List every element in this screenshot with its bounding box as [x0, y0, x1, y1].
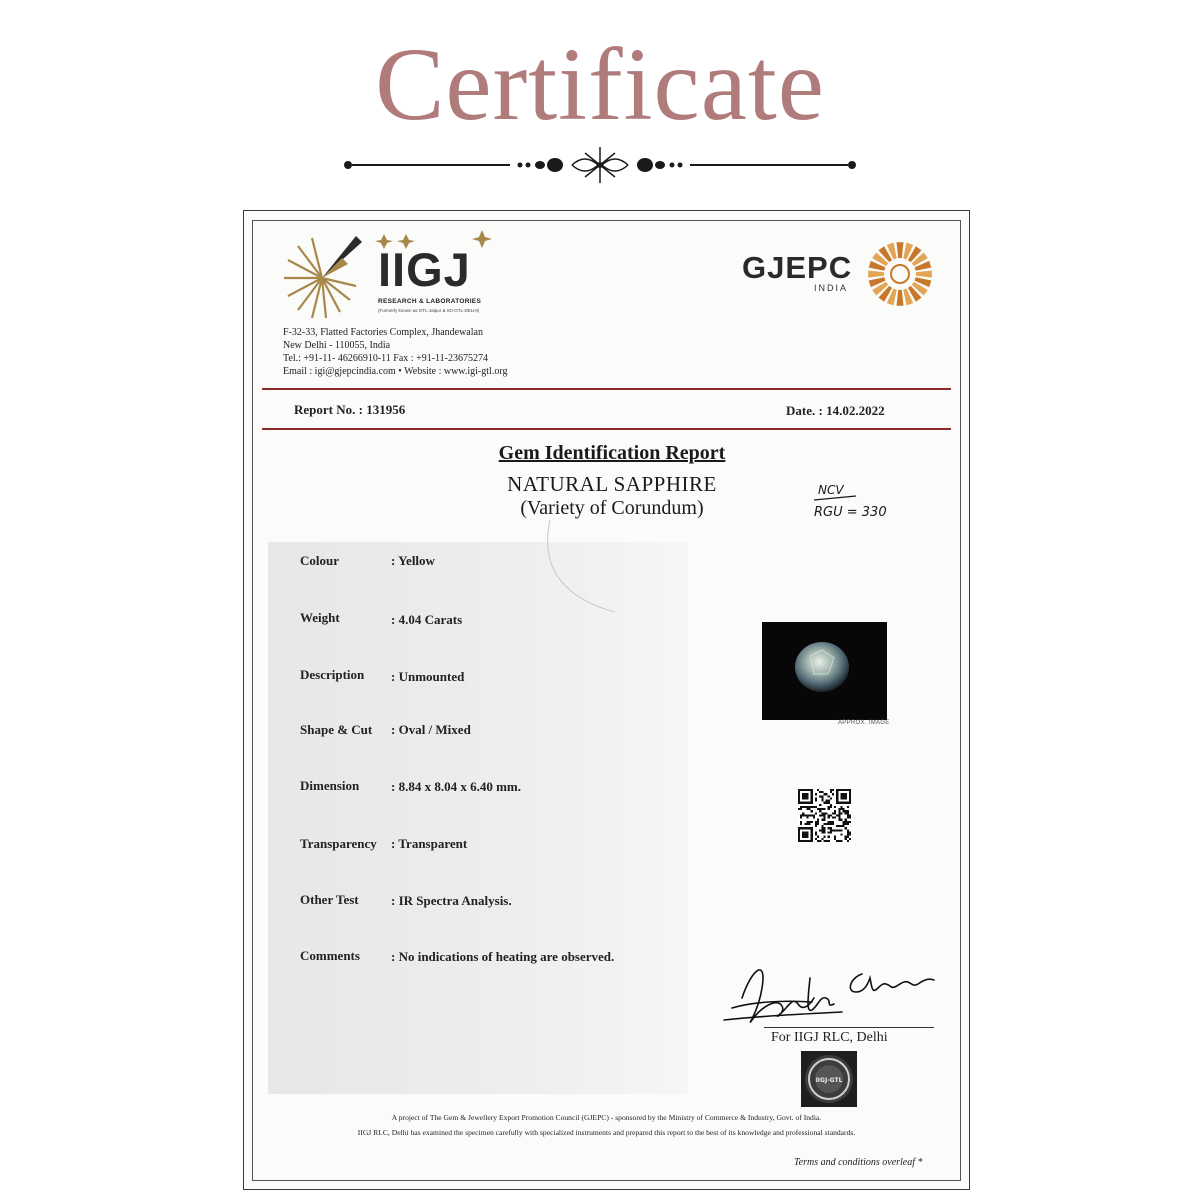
qr-cell [806, 806, 808, 808]
qr-cell [838, 812, 840, 814]
header-divider-bottom [262, 428, 951, 430]
qr-cell [806, 808, 808, 810]
qr-cell [834, 812, 836, 814]
seal-text: IIGJ-GTL [815, 1077, 843, 1084]
qr-cell [815, 831, 817, 833]
qr-cell [840, 819, 842, 821]
qr-cell [811, 810, 813, 812]
qr-cell [823, 819, 825, 821]
qr-cell [826, 793, 828, 795]
iigj-logo-note: (Formerly known as GTL-Jaipur & IGI-GTL-DELHI) [378, 308, 480, 313]
qr-cell [828, 836, 830, 838]
gem-photo [762, 622, 887, 720]
address-line: Email : igi@gjepcindia.com • Website : www.igi-gtl.org [283, 366, 508, 377]
qr-cell [840, 825, 842, 827]
gjepc-ring-segment [896, 242, 903, 258]
qr-cell [845, 838, 847, 840]
qr-cell [815, 793, 817, 795]
gjepc-logo-text: GJEPC [742, 250, 853, 285]
qr-cell [823, 814, 825, 816]
handwritten-note [810, 478, 920, 524]
ornamental-divider [340, 143, 860, 187]
qr-cell [826, 823, 828, 825]
qr-cell [832, 789, 834, 791]
qr-cell [821, 819, 823, 821]
qr-cell [845, 827, 847, 829]
qr-cell [800, 823, 802, 825]
qr-cell [830, 831, 832, 833]
qr-cell [849, 814, 851, 816]
qr-cell [838, 817, 840, 819]
detail-label: Colour [300, 553, 339, 568]
qr-cell [847, 814, 849, 816]
iigj-logo-subtitle: RESEARCH & LABORATORIES [378, 298, 482, 305]
qr-cell [826, 800, 828, 802]
qr-cell [817, 840, 819, 842]
qr-cell [845, 836, 847, 838]
qr-cell [847, 834, 849, 836]
qr-cell [821, 814, 823, 816]
qr-cell [843, 808, 845, 810]
qr-cell [809, 821, 811, 823]
detail-label: Other Test [300, 892, 359, 907]
qr-cell [840, 834, 842, 836]
qr-cell [800, 806, 802, 808]
qr-cell [838, 825, 840, 827]
qr-cell [823, 793, 825, 795]
qr-cell [815, 838, 817, 840]
qr-cell [849, 834, 851, 836]
qr-cell [843, 823, 845, 825]
qr-cell [811, 814, 813, 816]
qr-cell [815, 797, 817, 799]
qr-cell [823, 829, 825, 831]
detail-label: Weight [300, 610, 340, 625]
qr-cell [821, 812, 823, 814]
certificate-banner-title: Certificate [375, 27, 825, 142]
qr-cell [830, 829, 832, 831]
qr-cell [821, 838, 823, 840]
report-number: Report No. : 131956 [294, 402, 406, 417]
qr-cell [830, 821, 832, 823]
detail-value: : 4.04 Carats [391, 612, 463, 627]
qr-cell [832, 829, 834, 831]
qr-cell [821, 827, 823, 829]
qr-cell [847, 821, 849, 823]
qr-cell [847, 806, 849, 808]
qr-cell [828, 823, 830, 825]
qr-cell [832, 821, 834, 823]
qr-cell [836, 840, 838, 842]
qr-cell [830, 823, 832, 825]
qr-cell [823, 840, 825, 842]
qr-cell [800, 814, 802, 816]
qr-cell [823, 836, 825, 838]
qr-cell [828, 808, 830, 810]
qr-cell [819, 814, 821, 816]
qr-cell [838, 810, 840, 812]
gem-stone-icon [762, 622, 887, 720]
qr-cell [845, 821, 847, 823]
qr-cell [828, 800, 830, 802]
qr-cell [834, 829, 836, 831]
qr-cell [836, 825, 838, 827]
qr-cell [809, 808, 811, 810]
qr-cell [838, 808, 840, 810]
qr-cell [821, 791, 823, 793]
qr-cell [826, 840, 828, 842]
qr-cell [849, 831, 851, 833]
qr-cell [806, 821, 808, 823]
detail-label: Description [300, 667, 365, 682]
qr-cell [834, 806, 836, 808]
detail-label: Comments [300, 948, 360, 963]
qr-cell [840, 808, 842, 810]
lab-address [283, 326, 507, 378]
qr-cell [830, 789, 832, 791]
qr-cell [826, 812, 828, 814]
qr-cell [823, 817, 825, 819]
qr-cell [828, 831, 830, 833]
qr-cell [811, 821, 813, 823]
qr-cell [809, 823, 811, 825]
hologram-seal-icon [801, 1051, 857, 1107]
header-divider-top [262, 388, 951, 390]
qr-cell [843, 810, 845, 812]
qr-cell [819, 804, 821, 806]
qr-cell [845, 812, 847, 814]
qr-cell [830, 827, 832, 829]
qr-cell [821, 829, 823, 831]
detail-value: : IR Spectra Analysis. [391, 893, 512, 908]
qr-cell [806, 814, 808, 816]
qr-cell [830, 806, 832, 808]
qr-cell [804, 823, 806, 825]
qr-cell [815, 812, 817, 814]
gjepc-logo-subtitle: INDIA [814, 283, 849, 293]
qr-cell [828, 806, 830, 808]
qr-cell [811, 806, 813, 808]
terms-note: Terms and conditions overleaf * [794, 1157, 923, 1168]
qr-cell [845, 819, 847, 821]
qr-cell [813, 806, 815, 808]
qr-cell [847, 823, 849, 825]
qr-cell [832, 812, 834, 814]
qr-code-icon[interactable] [797, 789, 852, 842]
qr-cell [819, 795, 821, 797]
detail-value: : Oval / Mixed [391, 722, 471, 737]
qr-cell [821, 808, 823, 810]
gjepc-emblem-icon [866, 240, 934, 308]
address-line: F-32-33, Flatted Factories Complex, Jhandewalan [283, 327, 483, 338]
qr-cell [817, 819, 819, 821]
qr-cell [821, 800, 823, 802]
qr-cell [828, 802, 830, 804]
qr-cell [809, 806, 811, 808]
qr-cell [817, 808, 819, 810]
detail-label: Shape & Cut [300, 722, 373, 737]
qr-cell [849, 838, 851, 840]
qr-cell [819, 810, 821, 812]
qr-cell [832, 817, 834, 819]
qr-cell [847, 831, 849, 833]
qr-cell [826, 802, 828, 804]
gem-name: NATURAL SAPPHIRE [507, 472, 717, 496]
gem-photo-caption: APPROX. IMAGE [838, 720, 890, 726]
qr-cell [834, 810, 836, 812]
qr-cell [838, 814, 840, 816]
qr-cell [802, 814, 804, 816]
qr-cell [845, 810, 847, 812]
detail-value: : Yellow [391, 553, 435, 568]
address-line: New Delhi - 110055, India [283, 340, 391, 351]
qr-cell [838, 840, 840, 842]
footer-line-2: IIGJ RLC, Delhi has examined the specimen carefully with specialized instruments and prepared this report to the best of its knowledge and professional standards. [357, 1128, 856, 1137]
qr-cell [813, 817, 815, 819]
qr-cell [817, 823, 819, 825]
qr-cell [838, 829, 840, 831]
qr-cell [828, 795, 830, 797]
qr-cell [828, 817, 830, 819]
qr-cell [830, 791, 832, 793]
qr-cell [817, 821, 819, 823]
qr-cell [815, 825, 817, 827]
signature-line [764, 1027, 934, 1028]
detail-value: : Unmounted [391, 669, 465, 684]
report-date: Date. : 14.02.2022 [786, 403, 885, 418]
qr-cell [832, 823, 834, 825]
handwritten-note-line: NCV [818, 483, 844, 497]
qr-cell [817, 789, 819, 791]
qr-cell [809, 814, 811, 816]
qr-cell [830, 797, 832, 799]
qr-cell [815, 800, 817, 802]
qr-cell [819, 829, 821, 831]
qr-cell [804, 806, 806, 808]
gjepc-ring-segment [868, 270, 884, 277]
qr-cell [830, 814, 832, 816]
qr-cell [806, 817, 808, 819]
iigj-logo-text: IIGJ [378, 243, 471, 296]
qr-cell [819, 840, 821, 842]
detail-value: : No indications of heating are observed. [391, 949, 615, 964]
qr-cell [823, 802, 825, 804]
qr-cell [828, 821, 830, 823]
qr-cell [838, 819, 840, 821]
gem-variety: (Variety of Corundum) [520, 497, 704, 519]
address-line: Tel.: +91-11- 46266910-11 Fax : +91-11-23675274 [283, 353, 488, 364]
qr-cell [847, 810, 849, 812]
qr-cell [819, 808, 821, 810]
watermark-arc [540, 520, 660, 615]
qr-cell [823, 831, 825, 833]
qr-cell [804, 814, 806, 816]
qr-cell [823, 823, 825, 825]
qr-cell [847, 817, 849, 819]
qr-cell [817, 836, 819, 838]
detail-value: : 8.84 x 8.04 x 6.40 mm. [391, 779, 521, 794]
handwritten-note-line: RGU = 330 [814, 505, 887, 520]
qr-cell [845, 823, 847, 825]
qr-cell [840, 829, 842, 831]
qr-cell [849, 817, 851, 819]
qr-cell [800, 817, 802, 819]
gjepc-ring-segment [896, 290, 903, 306]
qr-cell [821, 825, 823, 827]
qr-cell [849, 821, 851, 823]
qr-cell [815, 834, 817, 836]
report-title: Gem Identification Report [498, 442, 726, 464]
qr-cell [828, 827, 830, 829]
qr-cell [834, 836, 836, 838]
qr-cell [836, 829, 838, 831]
qr-cell [840, 812, 842, 814]
qr-cell [847, 840, 849, 842]
qr-cell [840, 806, 842, 808]
qr-cell [800, 808, 802, 810]
qr-cell [821, 797, 823, 799]
qr-cell [830, 804, 832, 806]
qr-cell [815, 821, 817, 823]
qr-cell [802, 812, 804, 814]
detail-label: Dimension [300, 778, 360, 793]
signature-label: For IIGJ RLC, Delhi [771, 1030, 888, 1045]
qr-cell [821, 831, 823, 833]
qr-cell [823, 812, 825, 814]
qr-cell [821, 795, 823, 797]
qr-cell [840, 840, 842, 842]
qr-cell [828, 840, 830, 842]
qr-cell [847, 812, 849, 814]
qr-cell [815, 806, 817, 808]
qr-cell [847, 829, 849, 831]
handwritten-signature [722, 958, 937, 1036]
qr-cell [819, 791, 821, 793]
qr-cell [823, 827, 825, 829]
footer-line-1: A project of The Gem & Jewellery Export Promotion Council (GJEPC) - sponsored by the Ministry of Commerce & Industry, Govt. of India. [391, 1113, 822, 1122]
qr-cell [813, 814, 815, 816]
qr-cell [834, 817, 836, 819]
qr-cell [828, 814, 830, 816]
qr-cell [832, 793, 834, 795]
qr-cell [847, 836, 849, 838]
qr-cell [843, 825, 845, 827]
gjepc-ring-segment [916, 270, 932, 277]
qr-cell [843, 821, 845, 823]
detail-label: Transparency [300, 836, 377, 851]
qr-cell [834, 838, 836, 840]
qr-cell [806, 823, 808, 825]
detail-value: : Transparent [391, 836, 468, 851]
qr-cell [802, 806, 804, 808]
qr-cell [836, 814, 838, 816]
qr-cell [815, 823, 817, 825]
qr-cell [798, 808, 800, 810]
qr-cell [800, 821, 802, 823]
qr-cell [823, 808, 825, 810]
